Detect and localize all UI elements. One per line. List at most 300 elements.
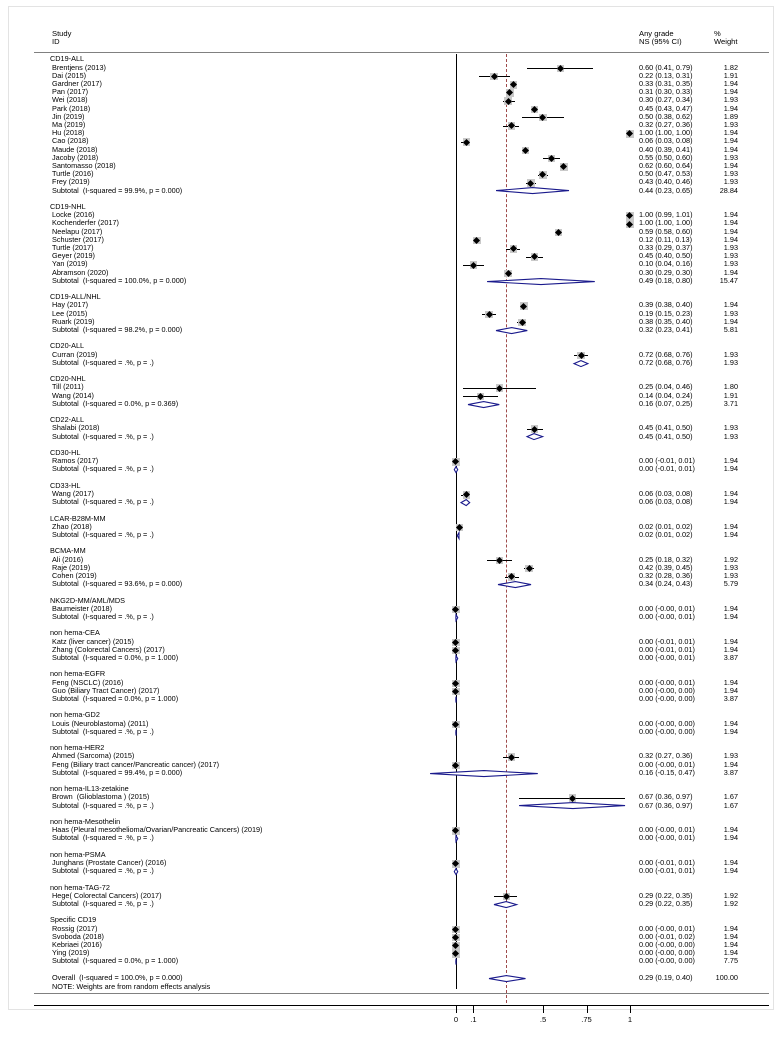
group-label: non hema-TAG-72	[50, 884, 110, 892]
row-effect-size: 1.00 (1.00, 1.00)	[639, 129, 693, 137]
subtotal-diamond	[468, 401, 499, 409]
study-effect-marker	[485, 311, 493, 319]
row-weight: 1.93	[712, 96, 738, 104]
row-effect-size: 0.00 (-0.00, 0.00)	[639, 695, 695, 703]
subtotal-row	[0, 958, 783, 966]
row-effect-size: 0.42 (0.39, 0.45)	[639, 564, 693, 572]
study-effect-marker	[477, 393, 485, 401]
row-effect-size: 0.00 (-0.00, 0.00)	[639, 957, 695, 965]
row-label: Frey (2019)	[52, 178, 90, 186]
row-label: Subtotal (I-squared = .%, p = .)	[52, 613, 154, 621]
row-effect-size: 0.49 (0.18, 0.80)	[639, 277, 693, 285]
row-weight: 28.84	[712, 187, 738, 195]
row-effect-size: 0.32 (0.27, 0.36)	[639, 121, 693, 129]
row-effect-size: 0.39 (0.38, 0.40)	[639, 301, 693, 309]
overall-diamond	[489, 975, 526, 983]
row-effect-size: 0.06 (0.03, 0.08)	[639, 137, 693, 145]
row-label: Subtotal (I-squared = 99.9%, p = 0.000)	[52, 187, 182, 195]
row-label: Ma (2019)	[52, 121, 85, 129]
row-weight: 3.87	[712, 769, 738, 777]
row-effect-size: 0.32 (0.27, 0.36)	[639, 752, 693, 760]
study-effect-marker	[452, 639, 460, 647]
row-label: Kebriaei (2016)	[52, 941, 102, 949]
row-label: Subtotal (I-squared = .%, p = .)	[52, 802, 154, 810]
row-weight: 1.94	[712, 137, 738, 145]
study-effect-marker	[510, 81, 518, 89]
x-axis-tick	[473, 1005, 474, 1013]
group-label: non hema-EGFR	[50, 670, 105, 678]
row-label: Ali (2016)	[52, 556, 83, 564]
row-effect-size: 0.45 (0.40, 0.50)	[639, 252, 693, 260]
row-label: Baumeister (2018)	[52, 605, 112, 613]
row-effect-size: 0.02 (0.01, 0.02)	[639, 523, 693, 531]
row-label: Cao (2018)	[52, 137, 89, 145]
study-effect-marker	[452, 688, 460, 696]
row-label: Wang (2014)	[52, 392, 94, 400]
study-effect-marker	[539, 114, 547, 122]
subtotal-row	[0, 769, 783, 777]
subtotal-diamond	[498, 581, 531, 589]
row-weight: 1.94	[712, 679, 738, 687]
study-effect-marker	[531, 425, 539, 433]
subtotal-row	[0, 655, 783, 663]
row-label: Hay (2017)	[52, 301, 88, 309]
row-effect-size: 0.33 (0.29, 0.37)	[639, 244, 693, 252]
row-weight: 1.94	[712, 941, 738, 949]
subtotal-row	[0, 728, 783, 736]
study-effect-marker	[490, 73, 498, 81]
x-axis-tick	[456, 1005, 457, 1013]
x-axis-tick	[587, 1005, 588, 1013]
row-weight: 1.93	[712, 178, 738, 186]
row-effect-size: 0.50 (0.38, 0.62)	[639, 113, 693, 121]
row-weight: 1.93	[712, 424, 738, 432]
row-label: Zhao (2018)	[52, 523, 92, 531]
group-label: non hema-PSMA	[50, 851, 106, 859]
row-label: Geyer (2019)	[52, 252, 95, 260]
study-effect-marker	[452, 647, 460, 655]
row-weight: 1.93	[712, 564, 738, 572]
group-label: non hema-IL13-zetakine	[50, 785, 129, 793]
row-weight: 1.82	[712, 64, 738, 72]
row-weight: 1.94	[712, 269, 738, 277]
group-label: non hema-Mesothelin	[50, 818, 120, 826]
study-effect-marker	[548, 155, 556, 163]
row-label: Svoboda (2018)	[52, 933, 104, 941]
row-label: Subtotal (I-squared = .%, p = .)	[52, 834, 154, 842]
row-label: Locke (2016)	[52, 211, 95, 219]
group-label: CD22-ALL	[50, 416, 84, 424]
row-effect-size: 0.00 (-0.00, 0.01)	[639, 834, 695, 842]
group-label: CD20-ALL	[50, 342, 84, 350]
subtotal-diamond	[574, 360, 588, 368]
row-weight: 1.94	[712, 728, 738, 736]
row-effect-size: 0.02 (0.01, 0.02)	[639, 531, 693, 539]
row-effect-size: 0.19 (0.15, 0.23)	[639, 310, 693, 318]
column-header-weight: % Weight	[714, 30, 738, 47]
row-weight: 1.94	[712, 498, 738, 506]
row-effect-size: 0.38 (0.35, 0.40)	[639, 318, 693, 326]
row-label: Turtle (2017)	[52, 244, 94, 252]
row-weight: 1.94	[712, 490, 738, 498]
row-label: Subtotal (I-squared = .%, p = .)	[52, 867, 154, 875]
row-weight: 1.93	[712, 572, 738, 580]
subtotal-row	[0, 277, 783, 285]
row-label: Subtotal (I-squared = 0.0%, p = 0.369)	[52, 400, 178, 408]
row-weight: 1.93	[712, 154, 738, 162]
figure-note: NOTE: Weights are from random effects analysis	[52, 983, 210, 991]
row-label: Brentjens (2013)	[52, 64, 106, 72]
row-label: Subtotal (I-squared = .%, p = .)	[52, 433, 154, 441]
row-effect-size: 0.31 (0.30, 0.33)	[639, 88, 693, 96]
row-weight: 1.94	[712, 613, 738, 621]
row-effect-size: 0.06 (0.03, 0.08)	[639, 498, 693, 506]
row-effect-size: 0.30 (0.29, 0.30)	[639, 269, 693, 277]
study-effect-marker	[577, 352, 585, 360]
subtotal-diamond	[451, 696, 461, 704]
row-effect-size: 0.00 (-0.00, 0.00)	[639, 687, 695, 695]
row-label: Subtotal (I-squared = 98.2%, p = 0.000)	[52, 326, 182, 334]
row-weight: 1.93	[712, 310, 738, 318]
study-effect-marker	[518, 319, 526, 327]
row-weight: 1.94	[712, 88, 738, 96]
study-effect-marker	[525, 565, 533, 573]
row-effect-size: 0.72 (0.68, 0.76)	[639, 359, 693, 367]
subtotal-diamond	[451, 655, 461, 663]
row-label: Park (2018)	[52, 105, 90, 113]
row-effect-size: 0.00 (-0.00, 0.01)	[639, 679, 695, 687]
row-label: Ramos (2017)	[52, 457, 98, 465]
subtotal-diamond	[451, 729, 461, 737]
study-effect-marker	[557, 65, 565, 73]
row-effect-size: 0.44 (0.23, 0.65)	[639, 187, 693, 195]
row-label: Gardner (2017)	[52, 80, 102, 88]
group-label: NKG2D-MM/AML/MDS	[50, 597, 125, 605]
row-effect-size: 0.34 (0.24, 0.43)	[639, 580, 693, 588]
row-weight: 1.94	[712, 531, 738, 539]
row-effect-size: 0.00 (-0.00, 0.00)	[639, 728, 695, 736]
row-effect-size: 0.00 (-0.00, 0.01)	[639, 613, 695, 621]
group-label: Specific CD19	[50, 916, 96, 924]
row-label: Feng (Biliary tract cancer/Pancreatic cancer) (2017)	[52, 761, 219, 769]
study-effect-marker	[508, 573, 516, 581]
row-weight: 1.91	[712, 72, 738, 80]
row-label: Santomasso (2018)	[52, 162, 116, 170]
study-effect-marker	[452, 458, 460, 466]
row-weight: 1.94	[712, 301, 738, 309]
study-effect-marker	[626, 220, 634, 228]
x-axis-tick	[630, 1005, 631, 1013]
row-label: Subtotal (I-squared = 0.0%, p = 1.000)	[52, 695, 178, 703]
row-weight: 1.93	[712, 359, 738, 367]
row-label: Maude (2018)	[52, 146, 97, 154]
study-effect-marker	[470, 261, 478, 269]
row-effect-size: 0.29 (0.22, 0.35)	[639, 892, 693, 900]
x-axis-tick-label: 0	[454, 1015, 458, 1024]
row-label: Subtotal (I-squared = .%, p = .)	[52, 498, 154, 506]
row-label: Pan (2017)	[52, 88, 88, 96]
row-weight: 1.93	[712, 351, 738, 359]
row-label: Kochenderfer (2017)	[52, 219, 119, 227]
row-weight: 1.67	[712, 802, 738, 810]
row-label: Curran (2019)	[52, 351, 97, 359]
row-effect-size: 0.14 (0.04, 0.24)	[639, 392, 693, 400]
row-label: Jacoby (2018)	[52, 154, 98, 162]
group-label: CD19-ALL	[50, 55, 84, 63]
subtotal-row	[0, 868, 783, 876]
row-effect-size: 0.30 (0.27, 0.34)	[639, 96, 693, 104]
study-effect-marker	[569, 794, 577, 802]
row-weight: 1.93	[712, 244, 738, 252]
row-effect-size: 0.72 (0.68, 0.76)	[639, 351, 693, 359]
row-effect-size: 0.55 (0.50, 0.60)	[639, 154, 693, 162]
row-label: Cohen (2019)	[52, 572, 97, 580]
subtotal-diamond	[451, 466, 461, 474]
row-effect-size: 0.00 (-0.00, 0.01)	[639, 761, 695, 769]
study-effect-marker	[506, 89, 514, 97]
row-label: Ruark (2019)	[52, 318, 95, 326]
row-weight: 1.94	[712, 834, 738, 842]
row-label: Subtotal (I-squared = .%, p = .)	[52, 900, 154, 908]
study-effect-marker	[463, 138, 471, 146]
row-weight: 1.91	[712, 392, 738, 400]
row-effect-size: 0.00 (-0.00, 0.01)	[639, 605, 695, 613]
footer-divider	[34, 993, 769, 994]
group-label: CD20-NHL	[50, 375, 86, 383]
row-weight: 1.94	[712, 826, 738, 834]
row-label: Schuster (2017)	[52, 236, 104, 244]
subtotal-row	[0, 696, 783, 704]
row-weight: 5.79	[712, 580, 738, 588]
study-effect-marker	[508, 122, 516, 130]
study-effect-marker	[555, 229, 563, 237]
subtotal-diamond	[451, 958, 461, 966]
group-label: non hema-GD2	[50, 711, 100, 719]
row-effect-size: 0.45 (0.41, 0.50)	[639, 424, 693, 432]
x-axis-tick-label: .1	[470, 1015, 476, 1024]
row-weight: 1.93	[712, 252, 738, 260]
row-label: Louis (Neuroblastoma) (2011)	[52, 720, 148, 728]
study-effect-marker	[452, 942, 460, 950]
subtotal-row	[0, 532, 783, 540]
subtotal-diamond	[461, 499, 471, 507]
row-weight: 1.94	[712, 162, 738, 170]
row-effect-size: 0.00 (-0.00, 0.00)	[639, 949, 695, 957]
row-effect-size: 1.00 (0.99, 1.01)	[639, 211, 693, 219]
row-weight: 1.94	[712, 687, 738, 695]
row-label: Wei (2018)	[52, 96, 88, 104]
row-effect-size: 0.32 (0.28, 0.36)	[639, 572, 693, 580]
subtotal-row	[0, 327, 783, 335]
row-weight: 1.93	[712, 170, 738, 178]
row-effect-size: 0.06 (0.03, 0.08)	[639, 490, 693, 498]
row-label: Ying (2019)	[52, 949, 89, 957]
row-weight: 1.93	[712, 752, 738, 760]
row-weight: 1.94	[712, 219, 738, 227]
row-weight: 1.94	[712, 129, 738, 137]
row-label: Subtotal (I-squared = .%, p = .)	[52, 531, 154, 539]
row-weight: 1.80	[712, 383, 738, 391]
row-weight: 1.92	[712, 892, 738, 900]
row-label: Feng (NSCLC) (2016)	[52, 679, 123, 687]
row-label: Subtotal (I-squared = 100.0%, p = 0.000)	[52, 277, 186, 285]
row-label: Subtotal (I-squared = .%, p = .)	[52, 359, 154, 367]
subtotal-row	[0, 400, 783, 408]
subtotal-row	[0, 433, 783, 441]
study-effect-marker	[504, 97, 512, 105]
row-weight: 1.94	[712, 933, 738, 941]
row-effect-size: 0.43 (0.40, 0.46)	[639, 178, 693, 186]
row-weight: 1.94	[712, 720, 738, 728]
study-effect-marker	[452, 762, 460, 770]
row-effect-size: 0.00 (-0.01, 0.01)	[639, 465, 695, 473]
row-label: Rossig (2017)	[52, 925, 97, 933]
study-effect-marker	[452, 680, 460, 688]
row-effect-size: 0.00 (-0.01, 0.01)	[639, 859, 695, 867]
study-effect-marker	[522, 147, 530, 155]
subtotal-diamond	[496, 187, 569, 195]
study-effect-marker	[626, 212, 634, 220]
group-label: non hema-HER2	[50, 744, 104, 752]
row-label: Overall (I-squared = 100.0%, p = 0.000)	[52, 974, 183, 982]
study-effect-marker	[452, 950, 460, 958]
subtotal-row	[0, 835, 783, 843]
row-label: Lee (2015)	[52, 310, 87, 318]
study-effect-marker	[456, 524, 464, 532]
row-label: Jin (2019)	[52, 113, 84, 121]
row-label: Junghans (Prostate Cancer) (2016)	[52, 859, 166, 867]
study-effect-marker	[531, 106, 539, 114]
row-effect-size: 0.25 (0.18, 0.32)	[639, 556, 693, 564]
row-weight: 15.47	[712, 277, 738, 285]
group-label: BCMA-MM	[50, 547, 86, 555]
row-effect-size: 0.00 (-0.00, 0.01)	[639, 925, 695, 933]
row-weight: 1.67	[712, 793, 738, 801]
row-weight: 1.94	[712, 465, 738, 473]
row-weight: 1.94	[712, 646, 738, 654]
row-weight: 1.92	[712, 900, 738, 908]
row-label: Hege( Colorectal Cancers) (2017)	[52, 892, 162, 900]
x-axis	[0, 1005, 783, 1045]
row-effect-size: 0.00 (-0.00, 0.00)	[639, 941, 695, 949]
subtotal-row	[0, 499, 783, 507]
row-label: Subtotal (I-squared = 93.6%, p = 0.000)	[52, 580, 182, 588]
row-effect-size: 0.45 (0.41, 0.50)	[639, 433, 693, 441]
row-label: Zhang (Colorectal Cancers) (2017)	[52, 646, 165, 654]
subtotal-diamond	[494, 901, 517, 909]
row-effect-size: 0.16 (-0.15, 0.47)	[639, 769, 695, 777]
row-effect-size: 0.00 (-0.01, 0.02)	[639, 933, 695, 941]
study-effect-marker	[452, 860, 460, 868]
row-label: Katz (liver cancer) (2015)	[52, 638, 134, 646]
subtotal-row	[0, 359, 783, 367]
row-weight: 1.94	[712, 228, 738, 236]
study-effect-marker	[508, 753, 516, 761]
forest-plot-body	[0, 54, 783, 949]
row-effect-size: 0.00 (-0.01, 0.01)	[639, 867, 695, 875]
row-effect-size: 0.32 (0.23, 0.41)	[639, 326, 693, 334]
row-effect-size: 0.00 (-0.00, 0.00)	[639, 720, 695, 728]
study-effect-marker	[503, 893, 511, 901]
row-effect-size: 0.59 (0.58, 0.60)	[639, 228, 693, 236]
x-axis-line	[34, 1005, 769, 1006]
group-label: LCAR-B28M-MM	[50, 515, 106, 523]
row-label: Subtotal (I-squared = .%, p = .)	[52, 465, 154, 473]
row-label: Subtotal (I-squared = 0.0%, p = 1.000)	[52, 957, 178, 965]
row-weight: 1.94	[712, 211, 738, 219]
row-label: Neelapu (2017)	[52, 228, 102, 236]
subtotal-diamond	[451, 868, 461, 876]
study-effect-marker	[463, 491, 471, 499]
row-weight: 1.94	[712, 457, 738, 465]
row-weight: 1.93	[712, 433, 738, 441]
row-weight: 1.89	[712, 113, 738, 121]
row-label: Subtotal (I-squared = 0.0%, p = 1.000)	[52, 654, 178, 662]
subtotal-row	[0, 581, 783, 589]
group-label: CD19-ALL/NHL	[50, 293, 101, 301]
row-effect-size: 0.00 (-0.01, 0.01)	[639, 646, 695, 654]
row-weight: 1.94	[712, 236, 738, 244]
row-label: Guo (Biliary Tract Cancer) (2017)	[52, 687, 159, 695]
group-label: CD19-NHL	[50, 203, 86, 211]
row-weight: 1.94	[712, 105, 738, 113]
column-header-effect-size: Any grade NS (95% CI)	[639, 30, 682, 47]
study-effect-marker	[452, 926, 460, 934]
study-effect-marker	[539, 171, 547, 179]
subtotal-row	[0, 901, 783, 909]
row-weight: 3.87	[712, 654, 738, 662]
row-effect-size: 0.00 (-0.01, 0.01)	[639, 457, 695, 465]
row-effect-size: 0.45 (0.43, 0.47)	[639, 105, 693, 113]
study-effect-marker	[496, 557, 504, 565]
study-effect-marker	[452, 827, 460, 835]
row-label: Subtotal (I-squared = 99.4%, p = 0.000)	[52, 769, 182, 777]
study-effect-marker	[520, 302, 528, 310]
row-effect-size: 0.12 (0.11, 0.13)	[639, 236, 692, 244]
subtotal-diamond	[451, 614, 461, 622]
row-label: Brown (Glioblastoma ) (2015)	[52, 793, 149, 801]
row-weight: 7.75	[712, 957, 738, 965]
x-axis-tick-label: .5	[540, 1015, 546, 1024]
study-effect-marker	[560, 163, 568, 171]
row-weight: 1.94	[712, 523, 738, 531]
study-effect-marker	[473, 237, 481, 245]
row-effect-size: 0.16 (0.07, 0.25)	[639, 400, 693, 408]
row-label: Wang (2017)	[52, 490, 94, 498]
row-label: Haas (Pleural mesothelioma/Ovarian/Pancreatic Cancers) (2019)	[52, 826, 262, 834]
group-label: CD30-HL	[50, 449, 80, 457]
row-effect-size: 0.25 (0.04, 0.46)	[639, 383, 693, 391]
x-axis-tick-label: .75	[581, 1015, 592, 1024]
row-weight: 1.94	[712, 949, 738, 957]
row-label: Dai (2015)	[52, 72, 86, 80]
row-weight: 1.94	[712, 867, 738, 875]
row-label: Subtotal (I-squared = .%, p = .)	[52, 728, 154, 736]
row-weight: 1.94	[712, 318, 738, 326]
x-axis-tick-label: 1	[628, 1015, 632, 1024]
group-label: CD33-HL	[50, 482, 80, 490]
subtotal-row	[0, 187, 783, 195]
row-label: Abramson (2020)	[52, 269, 108, 277]
subtotal-diamond	[527, 433, 543, 441]
row-weight: 1.92	[712, 556, 738, 564]
header-divider-top	[34, 52, 769, 53]
row-weight: 1.94	[712, 638, 738, 646]
row-effect-size: 0.10 (0.04, 0.16)	[639, 260, 693, 268]
row-weight: 1.94	[712, 605, 738, 613]
row-effect-size: 0.00 (-0.01, 0.01)	[639, 638, 695, 646]
study-effect-marker	[531, 253, 539, 261]
